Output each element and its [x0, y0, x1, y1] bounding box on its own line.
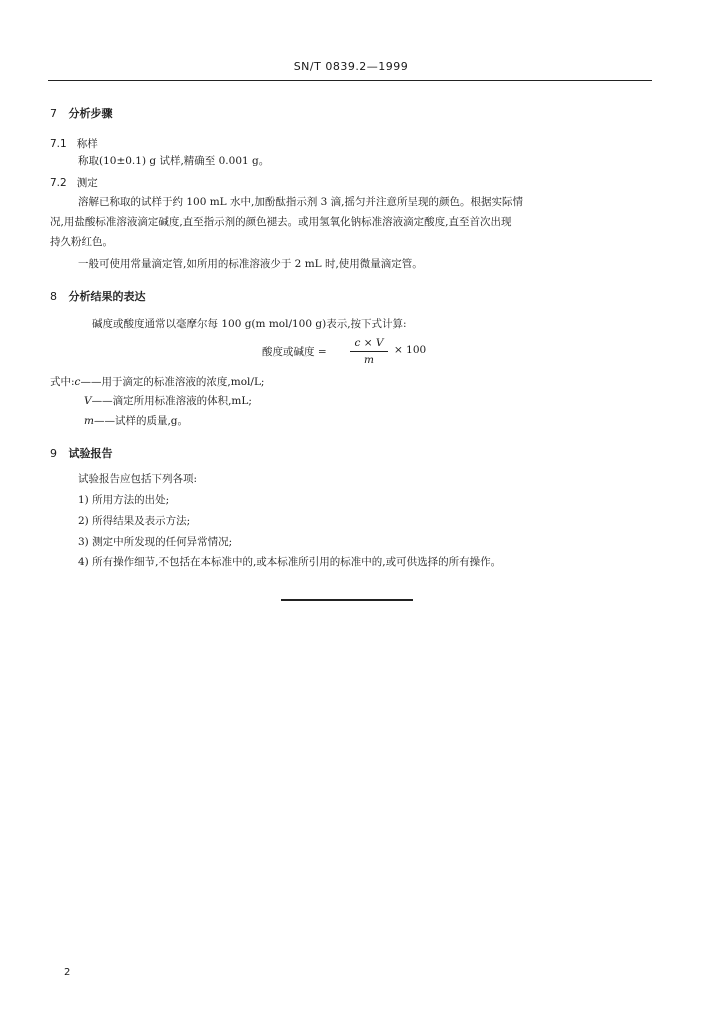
where-prefix: 式中: [50, 376, 75, 388]
subsection-7-1-number: 7.1 [50, 138, 67, 150]
fraction-bar [350, 351, 388, 352]
header-rule [48, 80, 652, 81]
subsection-7-1-text: 称取(10±0.1) g 试样,精确至 0.001 g。 [78, 155, 270, 167]
section-8-title: 分析结果的表达 [68, 290, 146, 303]
standard-code-header: SN/T 0839.2—1999 [293, 60, 409, 73]
subsection-7-2-paragraph-line-2: 况,用盐酸标准溶液滴定碱度,直至指示剂的颜色褪去。或用氢氧化钠标准溶液滴定酸度,直至首次出现 [50, 216, 512, 228]
formula-fraction [350, 336, 388, 367]
section-9-title: 试验报告 [68, 447, 113, 460]
formula-denominator: m [364, 354, 374, 366]
report-item: 3) 测定中所发现的任何异常情况; [78, 536, 233, 548]
subsection-7-2-paragraph-2: 一般可使用常量滴定管,如所用的标准溶液少于 2 mL 时,使用微量滴定管。 [78, 258, 423, 270]
section-7-number: 7 [50, 107, 57, 120]
section-9-intro: 试验报告应包括下列各项: [78, 473, 198, 485]
subsection-7-2-paragraph-line-3: 持久粉红色。 [50, 236, 113, 248]
subsection-7-2-heading [50, 176, 98, 190]
section-7-heading [50, 105, 113, 121]
formula-rhs: × 100 [394, 344, 427, 356]
subsection-7-1-heading [50, 137, 98, 151]
where-line-v [84, 394, 252, 408]
section-8-intro: 碱度或酸度通常以毫摩尔每 100 g(m mol/100 g)表示,按下式计算: [92, 318, 407, 330]
subsection-7-2-paragraph-line-1: 溶解已称取的试样于约 100 mL 水中,加酚酞指示剂 3 滴,摇匀并注意所呈现的颜色。根据实际情 [78, 196, 524, 208]
var-description: ——滴定所用标准溶液的体积,mL; [91, 395, 252, 407]
section-7-title: 分析步骤 [68, 107, 113, 120]
report-item: 2) 所得结果及表示方法; [78, 515, 191, 527]
formula-lhs: 酸度或碱度 = [262, 346, 327, 358]
var-description: ——试样的质量,g。 [93, 415, 189, 427]
section-9-heading [50, 445, 113, 461]
where-line-c [50, 375, 264, 389]
section-8-heading [50, 288, 146, 304]
end-of-document-rule [281, 599, 413, 601]
subsection-7-2-title: 测定 [76, 177, 98, 189]
var-symbol: V [84, 395, 92, 407]
where-line-m [84, 414, 188, 428]
section-9-number: 9 [50, 447, 57, 460]
page-number: 2 [64, 967, 71, 978]
var-symbol: c [74, 376, 81, 388]
subsection-7-2-number: 7.2 [50, 177, 67, 189]
formula-numerator: c × V [354, 337, 384, 349]
subsection-7-1-title: 称样 [76, 138, 98, 150]
section-8-number: 8 [50, 290, 57, 303]
report-item: 1) 所用方法的出处; [78, 494, 170, 506]
var-description: ——用于滴定的标准溶液的浓度,mol/L; [80, 376, 265, 388]
var-symbol: m [84, 415, 94, 427]
report-item: 4) 所有操作细节,不包括在本标准中的,或本标准所引用的标准中的,或可供选择的所有操作。 [78, 556, 502, 568]
